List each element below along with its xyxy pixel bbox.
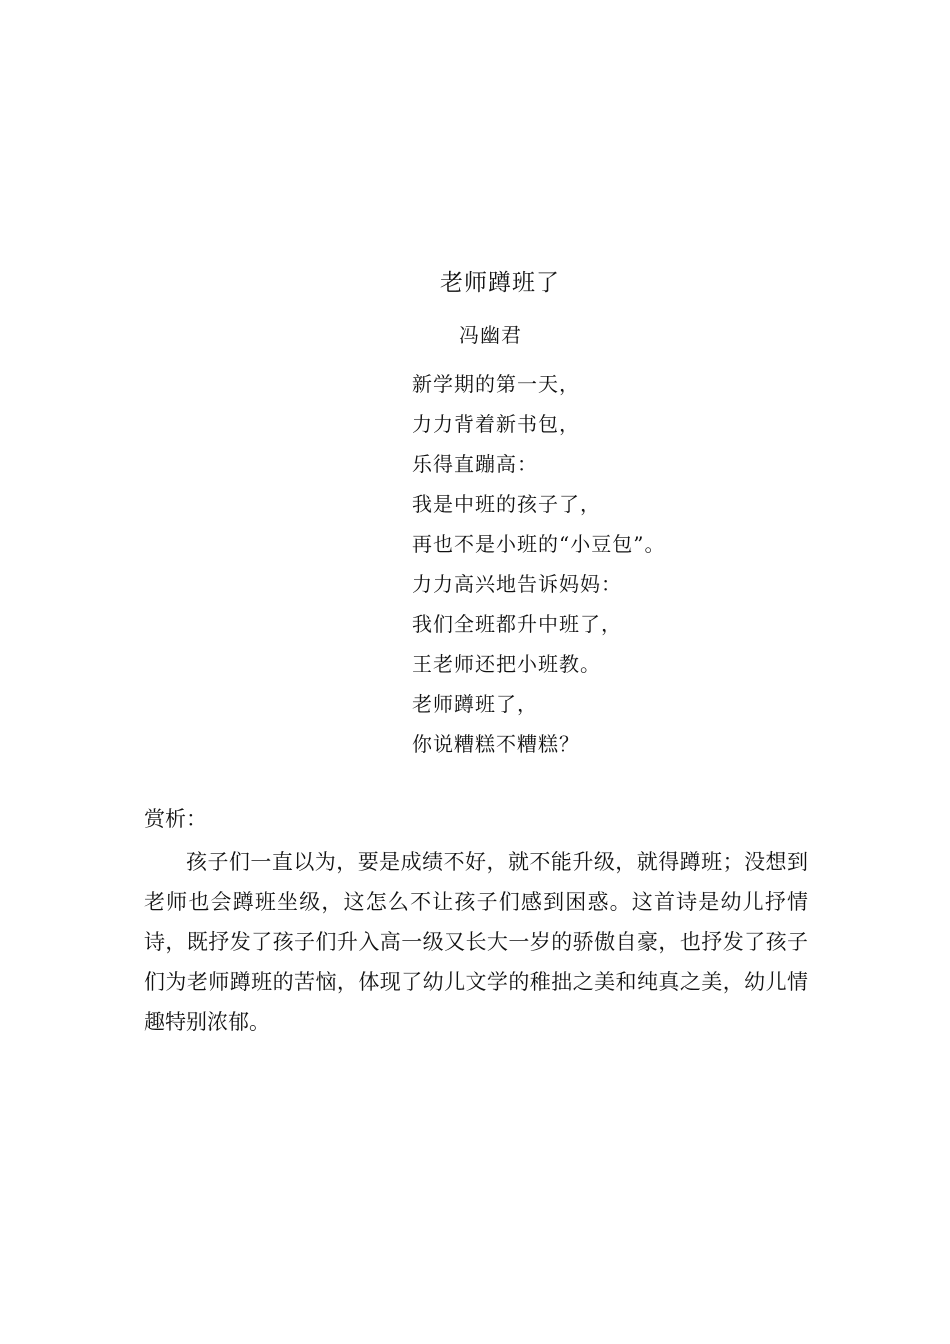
poem-author: 冯幽君	[459, 323, 522, 347]
analysis-paragraph: 孩子们一直以为，要是成绩不好，就不能升级，就得蹲班；没想到老师也会蹲班坐级，这怎么不让孩子们感到困惑。这首诗是幼儿抒情诗，既抒发了孩子们升入高一级又长大一岁的骄傲自豪，也抒发了孩子们为老师蹲班的苦恼，体现了幼儿文学的稚拙之美和纯真之美，幼儿情趣特别浓郁。	[144, 850, 808, 1034]
poem-line: 我们全班都升中班了，	[412, 612, 622, 636]
poem-line: 力力背着新书包，	[412, 412, 580, 436]
poem-line: 新学期的第一天，	[412, 372, 580, 396]
poem-line: 再也不是小班的“小豆包”。	[412, 532, 666, 556]
poem-line: 乐得直蹦高：	[412, 452, 538, 476]
analysis-heading: 赏析：	[144, 807, 207, 831]
poem-title: 老师蹲班了	[440, 270, 560, 296]
poem-line: 力力高兴地告诉妈妈：	[412, 572, 622, 596]
poem-body	[412, 366, 665, 766]
poem-line: 老师蹲班了，	[412, 692, 538, 716]
poem-line: 我是中班的孩子了，	[412, 492, 601, 516]
poem-line: 你说糟糕不糟糕？	[412, 732, 580, 756]
poem-line: 王老师还把小班教。	[412, 652, 601, 676]
